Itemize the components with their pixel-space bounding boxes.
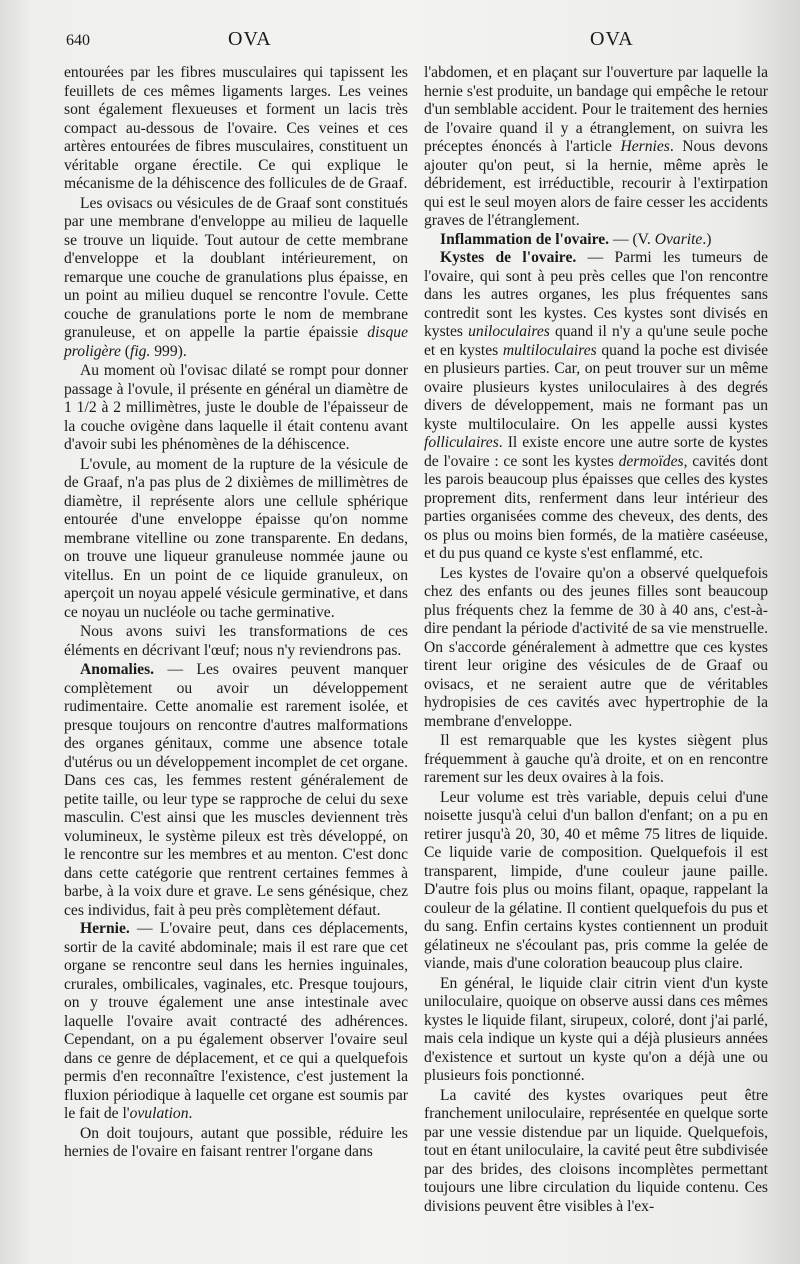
paragraph: Les kystes de l'ovaire qu'on a observé quelquefois chez des enfants ou des jeunes filles sont beaucoup plus fréquents chez la femme de 30 à 40 ans, c'est-à-dire pendant la période d'activité de sa vie menstruelle. On s'accorde généralement à admettre que ces kystes tirent leur origine des vésicules de de Graaf ou ovisacs, et ne seraient autre que de véritables hydropisies de ces cavités avec hypertrophie de la membrane d'enveloppe. (424, 564, 768, 730)
section-heading: Anomalies. (80, 661, 155, 678)
section-anomalies: Anomalies. — Les ovaires peuvent manquer complètement ou avoir un développement rudimentaire. Cette anomalie est rarement isolée, et presque toujours on rencontre d'autres malformations des organes génitaux, comme une absence totale d'utérus ou un développement incomplet de cet organe. Dans ces cas, les femmes restent généralement de petite taille, ou leur type se rapproche de celui du sexe masculin. C'est ainsi que les muscles deviennent très volumineux, le système pileux est très développé, on le rencontre sur les membres et au menton. C'est donc dans cette catégorie que rentrent certaines femmes à barbe, à la voix dure et grave. Le sens génésique, chez ces individus, fait à peu près complètement défaut. (64, 661, 408, 919)
section-hernie: Hernie. — L'ovaire peut, dans ces déplacements, sortir de la cavité abdominale; mais il est rare que cet organe se rencontre seul dans les hernies inguinales, crurales, ombilicales, vaginales, etc. Presque toujours, on y trouve également une anse intestinale avec laquelle l'ovaire avait contracté des adhérences. Cependant, on a pu également observer l'ovaire seul dans ce genre de déplacement, et ce qui a quelquefois permis d'en reconnaître l'existence, c'est justement la fluxion périodique à laquelle cet organe est soumis par le fait de l'ovulation. (64, 920, 408, 1122)
paragraph: La cavité des kystes ovariques peut être franchement uniloculaire, représentée en quelque sorte par une vessie distendue par un liquide. Quelquefois, tout en étant uniloculaire, la cavité peut être subdivisée par des brides, des cloisons incomplètes permettant toujours une libre circulation du liquide contenu. Ces divisions peuvent être visibles à l'ex- (424, 1086, 768, 1215)
paragraph: Nous avons suivi les transformations de ces éléments en décrivant l'œuf; nous n'y reviendrons pas. (64, 623, 408, 659)
paragraph: entourées par les fibres musculaires qui tapissent les feuillets de ces mêmes ligaments larges. Les veines sont également flexueuses et forment un lacis très compact au-dessous de l'ovaire. Ces veines et ces artères entourées de fibres musculaires, constituent un véritable organe érectile. Ce qui explique le mécanisme de la déhiscence des follicules de de Graaf. (64, 64, 408, 192)
paragraph: Les ovisacs ou vésicules de de Graaf sont constitués par une membrane d'enveloppe au milieu de laquelle se trouve un liquide. Tout autour de cette membrane d'enveloppe et la doublant intérieurement, on remarque une couche de granulations plus épaisse, en un point au milieu duquel se rencontre l'ovule. Cette couche de granulations porte le nom de membrane granuleuse, et on appelle la partie épaissie disque proligère (fig. 999). (64, 194, 408, 360)
paragraph: l'abdomen, et en plaçant sur l'ouverture par laquelle la hernie s'est produite, un bandage qui empêche le retour d'un semblable accident. Pour le traitement des hernies de l'ovaire quand il y a étranglement, on suivra les préceptes énoncés à l'article Hernies. Nous devons ajouter qu'on peut, si la hernie, même après le débridement, est irréductible, recourir à l'extirpation qui est le seul moyen alors de faire cesser les accidents graves de l'étranglement. (424, 64, 768, 229)
running-head-right: OVA (590, 28, 634, 50)
paragraph: Au moment où l'ovisac dilaté se rompt pour donner passage à l'ovule, il présente en général un diamètre de 1 1/2 à 2 millimètres, juste le double de l'épaisseur de la couche ovigène dans laquelle il était contenu avant d'avoir subi les phénomènes de la déhiscence. (64, 362, 408, 453)
paragraph: On doit toujours, autant que possible, réduire les hernies de l'ovaire en faisant rentrer l'organe dans (64, 1124, 408, 1160)
page-header (0, 24, 800, 54)
paragraph: Il est remarquable que les kystes siègent plus fréquemment à gauche qu'à droite, et on en rencontre rarement sur les deux ovaires à la fois. (424, 732, 768, 786)
section-heading: Kystes de l'ovaire. (440, 249, 577, 266)
section-inflammation: Inflammation de l'ovaire. — (V. Ovarite.) (440, 230, 712, 248)
paragraph: Leur volume est très variable, depuis celui d'une noisette jusqu'à celui d'un ballon d'enfant; on a pu en retirer jusqu'à 20, 30, 40 et même 75 litres de liquide. Ce liquide varie de composition. Quelquefois il est transparent, limpide, d'une couleur jaune paille. D'autre fois plus ou moins filant, opaque, rappelant la couleur de la gélatine. Il contient quelquefois du pus et du sang. Enfin certains kystes contiennent un produit gélatineux ne s'écoulant pas, pris comme la gelée de viande, mais d'une coloration beaucoup plus claire. (424, 788, 768, 972)
page-number: 640 (66, 32, 90, 49)
section-heading: Hernie. (80, 920, 130, 937)
right-column (424, 64, 768, 1216)
section-heading: Inflammation de l'ovaire. (440, 230, 610, 248)
running-head-left: OVA (228, 28, 272, 50)
paragraph: L'ovule, au moment de la rupture de la vésicule de de Graaf, n'a pas plus de 2 dixièmes de millimètres de diamètre, il représente alors une cellule sphérique entourée d'une enveloppe épaisse qu'on nomme membrane vitelline ou zone transparente. En dedans, on trouve une liqueur granuleuse nommée jaune ou vitellus. En un point de ce liquide granuleux, on aperçoit un noyau appelé vésicule germinative, et dans ce noyau un nucléole ou tache germinative. (64, 455, 408, 621)
left-column (64, 64, 408, 1162)
section-kystes: Kystes de l'ovaire. — Parmi les tumeurs de l'ovaire, qui sont à peu près celles que l'on rencontre dans les autres organes, les plus fréquentes sans contredit sont les kystes. Ces kystes sont divisés en kystes uniloculaires quand il n'y a qu'une seule poche et en kystes multiloculaires quand la poche est divisée en plusieurs parties. Car, on peut trouver sur un même ovaire plusieurs kystes uniloculaires à des degrés divers de développement, mais ne formant pas un kyste multiloculaire. On les appelle aussi kystes folliculaires. Il existe encore une autre sorte de kystes de l'ovaire : ce sont les kystes dermoïdes, cavités dont les parois beaucoup plus épaisses que celles des kystes proprement dits, renferment dans leur intérieur des parties organisées comme des cheveux, des dents, des os plus ou moins bien formés, de la matière caséeuse, et du pus quand ce kyste s'est enflammé, etc. (424, 249, 768, 562)
paragraph: En général, le liquide clair citrin vient d'un kyste uniloculaire, quoique on observe aussi dans ces mêmes kystes le liquide filant, sirupeux, coloré, dont j'ai parlé, mais cela indique un kyste qui a déjà plusieurs années d'existence et surtout un kyste qu'on a déjà une ou plusieurs fois ponctionné. (424, 974, 768, 1084)
